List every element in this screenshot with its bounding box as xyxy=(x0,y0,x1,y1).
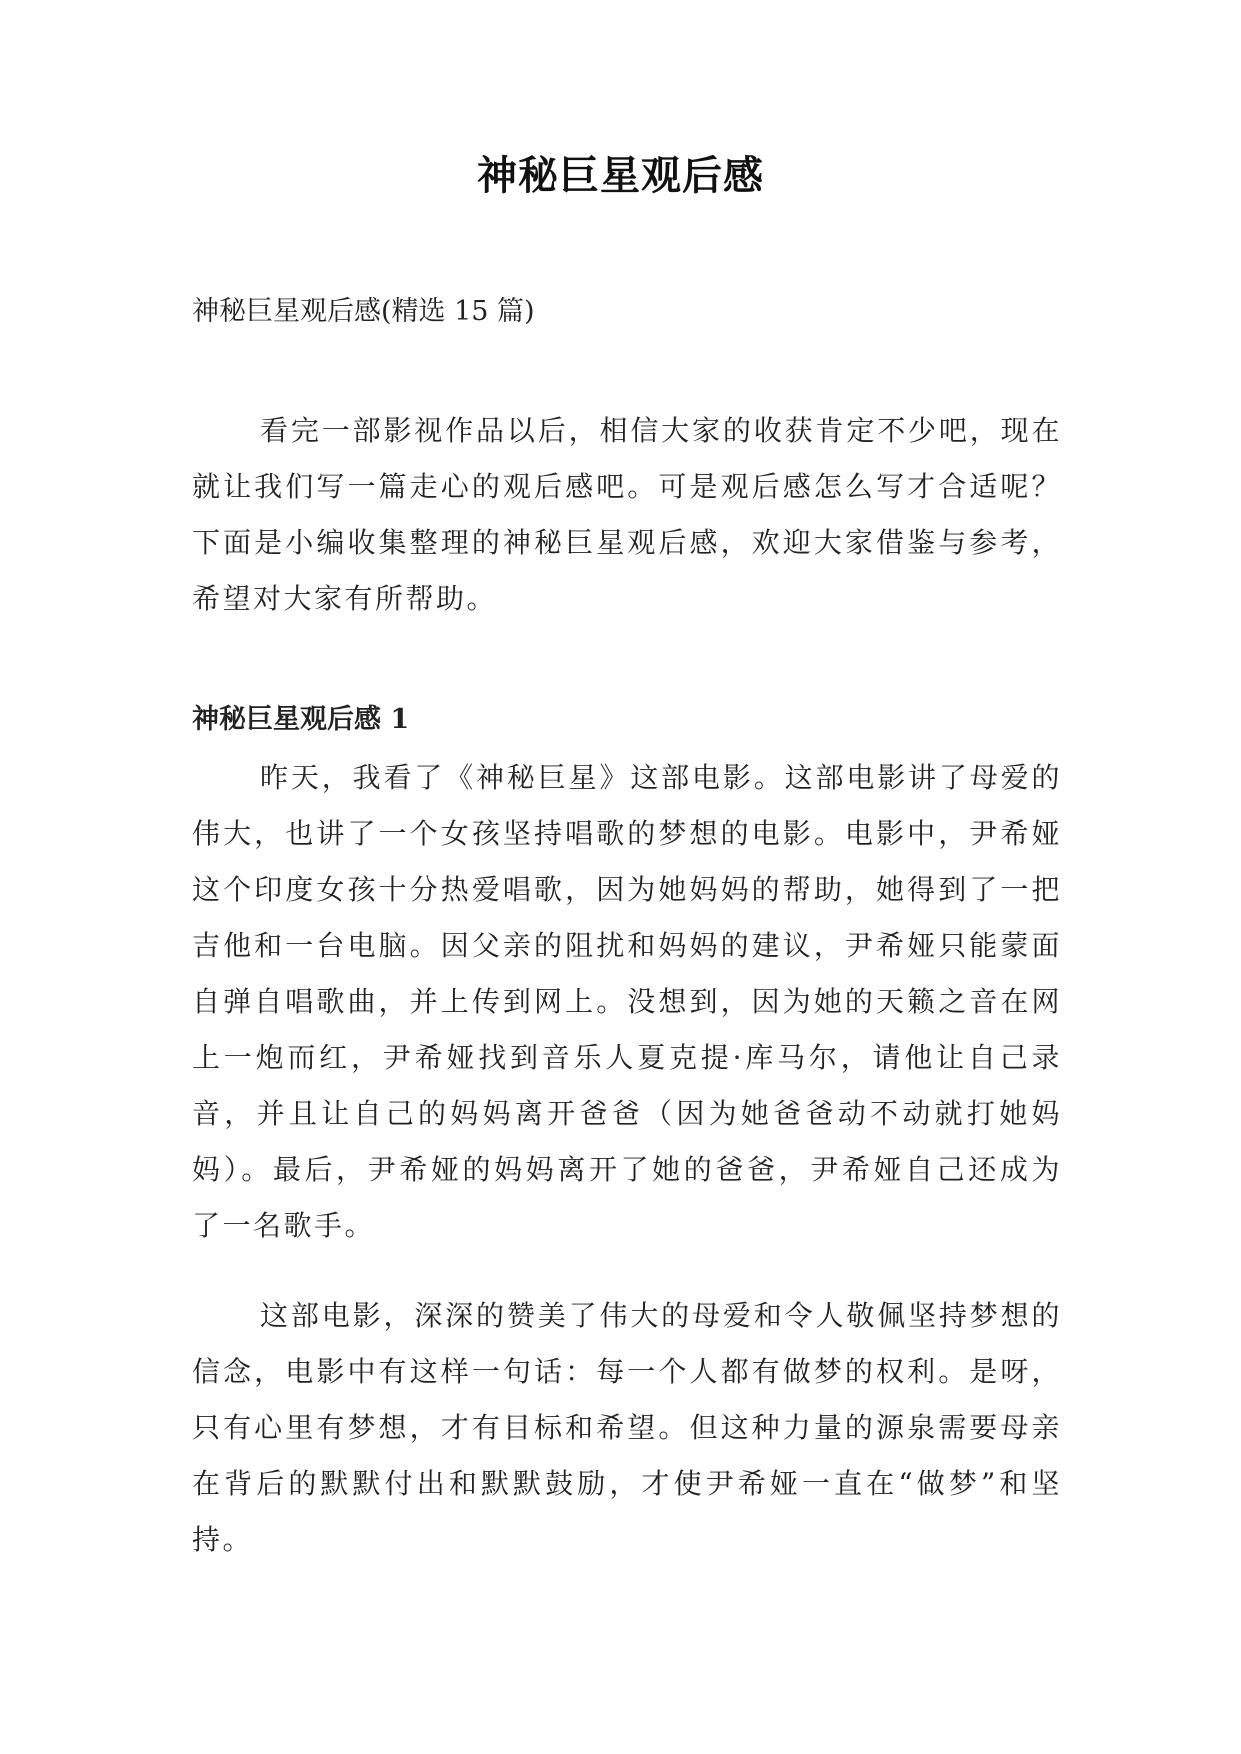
intro-paragraph: 看完一部影视作品以后，相信大家的收获肯定不少吧，现在就让我们写一篇走心的观后感吧。可是观后感怎么写才合适呢？下面是小编收集整理的神秘巨星观后感，欢迎大家借鉴与参考，希望对大家有所帮助。 xyxy=(192,414,1062,615)
section-heading: 神秘巨星观后感 1 xyxy=(192,704,410,735)
page-title: 神秘巨星观后感 xyxy=(477,153,764,199)
body-paragraph: 这部电影，深深的赞美了伟大的母爱和令人敬佩坚持梦想的信念，电影中有这样一句话：每一个人都有做梦的权利。是呀，只有心里有梦想，才有目标和希望。但这种力量的源泉需要母亲在背后的默默付出和默默鼓励，才使尹希娅一直在“做梦”和坚持。 xyxy=(192,1299,1062,1556)
body-paragraph: 昨天，我看了《神秘巨星》这部电影。这部电影讲了母爱的伟大，也讲了一个女孩坚持唱歌的梦想的电影。电影中，尹希娅这个印度女孩十分热爱唱歌，因为她妈妈的帮助，她得到了一把吉他和一台电脑。因父亲的阻扰和妈妈的建议，尹希娅只能蒙面自弹自唱歌曲，并上传到网上。没想到，因为她的天籁之音在网上一炮而红，尹希娅找到音乐人夏克提·库马尔，请他让自己录音，并且让自己的妈妈离开爸爸（因为她爸爸动不动就打她妈妈）。最后，尹希娅的妈妈离开了她的爸爸，尹希娅自己还成为了一名歌手。 xyxy=(192,761,1062,1242)
document-subtitle: 神秘巨星观后感(精选 15 篇) xyxy=(192,296,535,327)
